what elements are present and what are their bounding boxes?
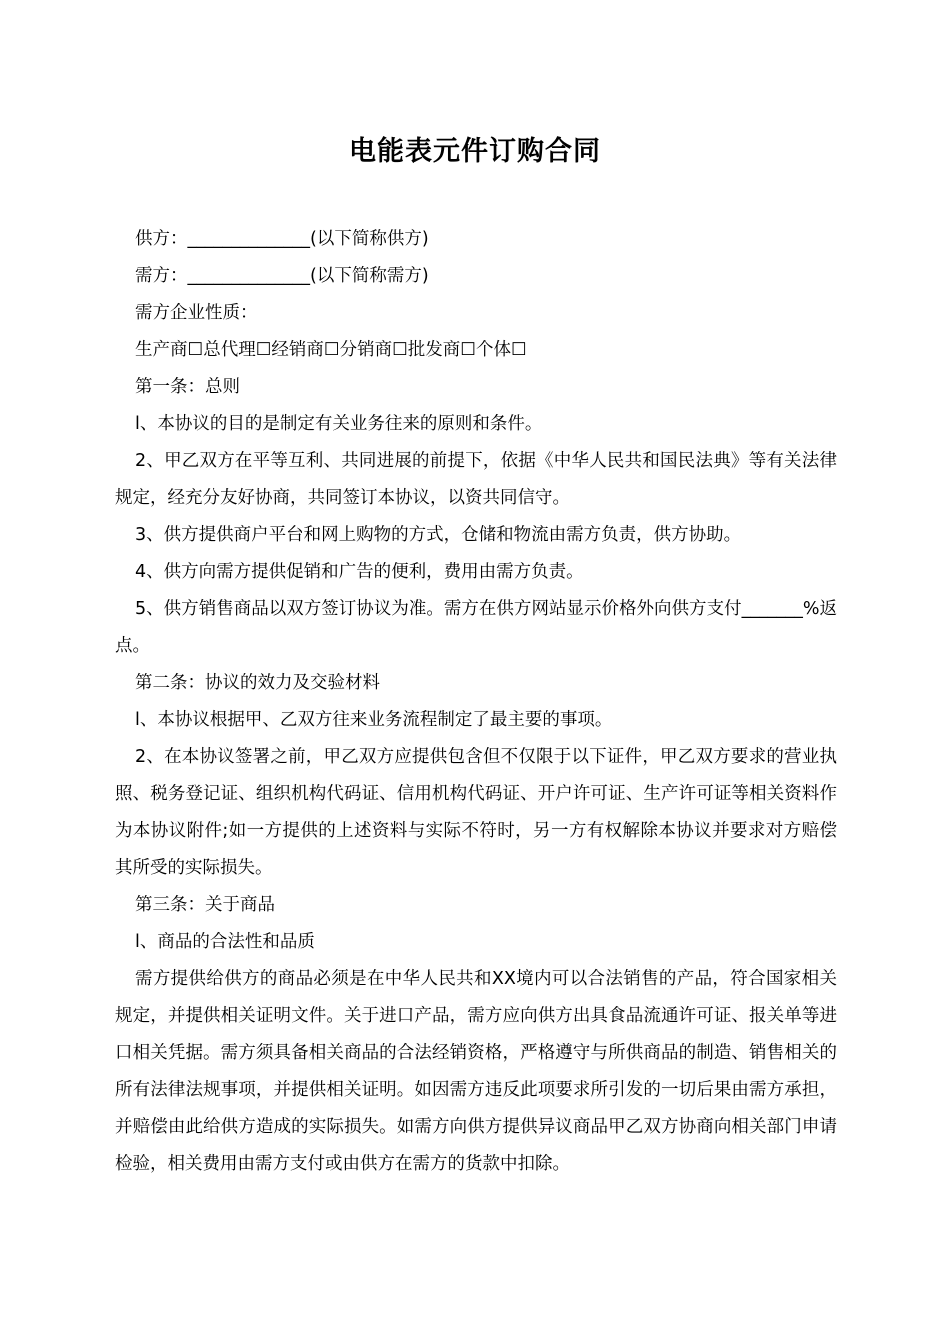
article-1-clause-3: 3、供方提供商户平台和网上购物的方式，仓储和物流由需方负责，供方协助。 (135, 525, 742, 545)
article-2-heading: 第二条：协议的效力及交验材料 (135, 673, 380, 693)
document-title: 电能表元件订购合同 (349, 136, 601, 167)
article-3-heading: 第三条：关于商品 (135, 895, 275, 915)
enterprise-type-checkboxes: 生产商☐总代理☐经销商☐分销商☐批发商☐个体☐ (135, 340, 527, 360)
article-3-clause-1-body: 需方提供给供方的商品必须是在中华人民共和XX境内可以合法销售的产品，符合国家相关规定，并提供相关证明文件。关于进口产品，需方应向供方出具食品流通许可证、报关单等进口相关凭据。需方须具备相关商品的合法经销资格，严格遵守与所供商品的制造、销售相关的所有法律法规事项，并提供相关证明。如因需方违反此项要求所引发的一切后果由需方承担，并赔偿由此给供方造成的实际损失。如需方向供方提供异议商品甲乙双方协商向相关部门申请检验，相关费用由需方支付或由供方在需方的货款中扣除。 (115, 969, 837, 1174)
article-3-clause-1-heading: l、商品的合法性和品质 (135, 932, 315, 952)
article-1-clause-2: 2、甲乙双方在平等互利、共同进展的前提下，依据《中华人民共和国民法典》等有关法律规定，经充分友好协商，共同签订本协议，以资共同信守。 (115, 451, 837, 508)
buyer-line: 需方：______________(以下简称需方) (135, 266, 429, 286)
article-1-clause-5: 5、供方销售商品以双方签订协议为准。需方在供方网站显示价格外向供方支付_______%返点。 (115, 599, 837, 656)
article-2-clause-1: l、本协议根据甲、乙双方往来业务流程制定了最主要的事项。 (135, 710, 613, 730)
article-1-clause-1: l、本协议的目的是制定有关业务往来的原则和条件。 (135, 414, 543, 434)
supplier-line: 供方：______________(以下简称供方) (135, 229, 429, 249)
buyer-enterprise-nature-label: 需方企业性质： (135, 303, 258, 323)
article-2-clause-2: 2、在本协议签署之前，甲乙双方应提供包含但不仅限于以下证件，甲乙双方要求的营业执照、税务登记证、组织机构代码证、信用机构代码证、开户许可证、生产许可证等相关资料作为本协议附件;如一方提供的上述资料与实际不符时，另一方有权解除本协议并要求对方赔偿其所受的实际损失。 (115, 747, 837, 878)
article-1-heading: 第一条：总则 (135, 377, 240, 397)
article-1-clause-4: 4、供方向需方提供促销和广告的便利，费用由需方负责。 (135, 562, 584, 582)
document-body (115, 221, 837, 1183)
